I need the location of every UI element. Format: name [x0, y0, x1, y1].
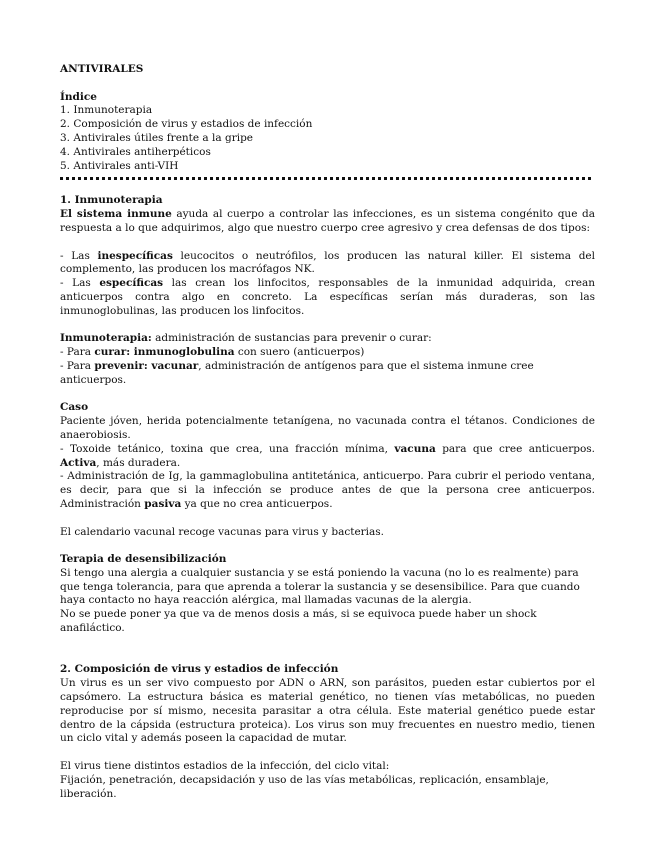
- paragraph-estadios-list: Fijación, penetración, decapsidación y uso de las vías metabólicas, replicación, ensamblaje, liberación.: [60, 773, 549, 800]
- bullet-toxoide: - Toxoide tetánico, toxina que crea, una fracción mínima, vacuna para que cree anticuerpos. Activa, más duradera.: [60, 442, 595, 469]
- paragraph-inmunoterapia-def: Inmunoterapia: administración de sustancias para prevenir o curar:: [60, 332, 432, 345]
- section-composicion-virus: [60, 663, 595, 801]
- index-section: [60, 91, 595, 174]
- section-inmunoterapia: [60, 194, 595, 636]
- index-heading: Índice: [60, 90, 97, 103]
- paragraph-sistema-inmune: El sistema inmune ayuda al cuerpo a controlar las infecciones, es un sistema congénito que da respuesta a lo que adquirimos, algo que nuestro cuerpo cree agresivo y crea defensas de dos tipos:: [60, 208, 595, 234]
- bullet-administracion: - Administración de Ig, la gammaglobulina antitetánica, anticuerpo. Para cubrir el periodo ventana, es decir, para que si la infección se produce antes de que la persona cree anticuerpos. Administración pasiva ya que no crea anticuerpos.: [60, 470, 595, 510]
- document-content: [60, 63, 595, 801]
- desensibilizacion-note: No se puede poner ya que va de menos dosis a más, si se equivoca puede haber un shock anafiláctico.: [60, 608, 537, 635]
- desensibilizacion-text: Si tengo una alergia a cualquier sustancia y se está poniendo la vacuna (no lo es realmente) para que tenga tolerancia, para que aprenda a tolerar la sustancia y se desensibilice. Para que cuando haya contacto no haya reacción alérgica, mal llamadas vacunas de la alergia.: [60, 566, 580, 607]
- index-item: 1. Inmunoterapia: [60, 104, 153, 117]
- paragraph-calendario: El calendario vacunal recoge vacunas para virus y bacterias.: [60, 525, 385, 538]
- index-item: 2. Composición de virus y estadios de infección: [60, 118, 313, 131]
- document-title: ANTIVIRALES: [60, 63, 144, 75]
- desensibilizacion-heading: Terapia de desensibilización: [60, 553, 227, 566]
- bullet-inespecificas: - Las inespecíficas leucocitos o neutrófilos, los producen las natural killer. El sistema del complemento, las producen los macrófagos NK.: [60, 249, 595, 276]
- index-item: 4. Antivirales antiherpéticos: [60, 145, 211, 158]
- bullet-especificas: - Las específicas las crean los linfocitos, responsables de la inmunidad adquirida, crean anticuerpos contra algo en concreto. La específicas serían más duraderas, son las inmunoglobulinas, las producen los linfocitos.: [60, 277, 595, 317]
- caso-text: Paciente jóven, herida potencialmente tetanígena, no vacunada contra el tétanos. Condiciones de anaerobiosis.: [60, 415, 595, 441]
- index-item: 3. Antivirales útiles frente a la gripe: [60, 131, 254, 144]
- paragraph-estadios-intro: El virus tiene distintos estadios de la infección, del ciclo vital:: [60, 760, 390, 773]
- section-heading: 1. Inmunoterapia: [60, 194, 163, 207]
- paragraph-virus: Un virus es un ser vivo compuesto por ADN o ARN, son parásitos, pueden estar cubiertos por el capsómero. La estructura básica es material genético, no tienen vías metabólicas, no pueden reproducise por sí mismo, necesita parasitar a otra célula. Este material genético puede estar dentro de la cápsida (estructura proteica). Los virus son muy frecuentes en nuestro medio, tienen un ciclo vital y además poseen la capacidad de mutar.: [60, 677, 595, 745]
- bullet-prevenir: - Para prevenir: vacunar, administración de antígenos para que el sistema inmune cree anticuerpos.: [60, 359, 534, 386]
- index-item: 5. Antivirales anti-VIH: [60, 159, 179, 172]
- bullet-curar: - Para curar: inmunoglobulina con suero (anticuerpos): [60, 346, 365, 359]
- caso-heading: Caso: [60, 401, 89, 414]
- dotted-divider: [60, 177, 591, 180]
- section-heading: 2. Composición de virus y estadios de infección: [60, 663, 339, 676]
